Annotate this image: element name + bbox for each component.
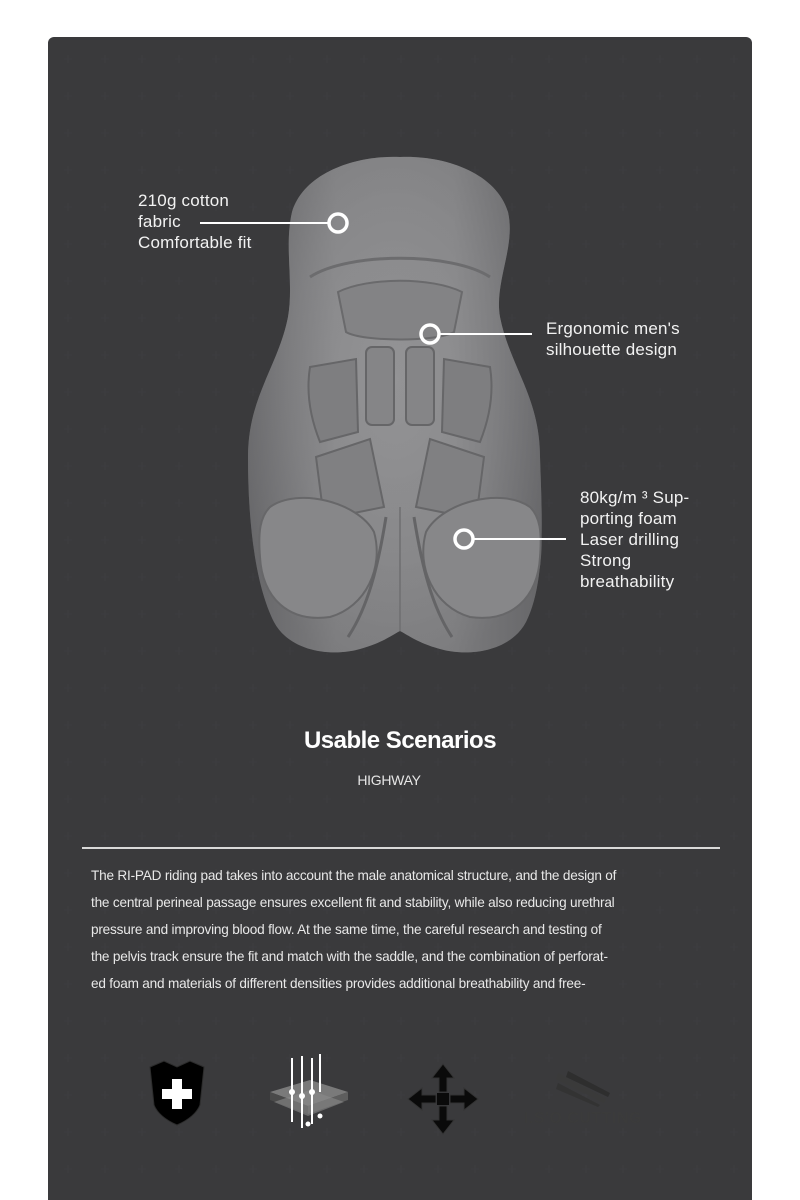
callout-ergonomic <box>546 318 680 360</box>
four-way-stretch-icon <box>406 1062 480 1136</box>
callout-fabric-line-2: fabric <box>138 212 181 231</box>
callout-ergonomic-line-2: silhouette design <box>546 340 677 359</box>
callout-foam <box>580 487 689 592</box>
description-line: the central perineal passage ensures excellent fit and stability, while also reducing urethral <box>91 895 615 910</box>
swiss-shield-icon <box>142 1057 212 1127</box>
callout-ergonomic-line-1: Ergonomic men's <box>546 319 680 338</box>
scenarios-subtitle: HIGHWAY <box>357 772 421 788</box>
callout-foam-line-3: Laser drilling <box>580 530 680 549</box>
description-line: pressure and improving blood flow. At the same time, the careful research and testing of <box>91 922 602 937</box>
callout-fabric <box>138 190 252 253</box>
chamois-pad-image <box>248 157 542 653</box>
description-line: ed foam and materials of different densities provides additional breathability and free- <box>91 976 586 991</box>
product-panel <box>48 37 752 1200</box>
callout-foam-line-4: Strong <box>580 551 632 570</box>
layered-foam-icon <box>264 1052 354 1137</box>
callout-foam-line-2: porting foam <box>580 509 677 528</box>
callout-foam-line-1: 80kg/m ³ Sup- <box>580 488 690 507</box>
description-text <box>91 862 721 997</box>
callout-fabric-line-3: Comfortable fit <box>138 233 252 252</box>
callout-foam-line-5: breathability <box>580 572 675 591</box>
description-line: The RI-PAD riding pad takes into account the male anatomical structure, and the design of <box>91 868 617 883</box>
iso-cutting-logo-icon <box>554 1069 614 1109</box>
scenarios-title: Usable Scenarios <box>303 727 497 754</box>
callout-fabric-line-1: 210g cotton <box>138 191 230 210</box>
divider <box>82 847 720 849</box>
description-line: the pelvis track ensure the fit and match with the saddle, and the combination of perforat- <box>91 949 608 964</box>
iso-cutting-logo-text: I.S'O CUTTING <box>524 1110 642 1127</box>
